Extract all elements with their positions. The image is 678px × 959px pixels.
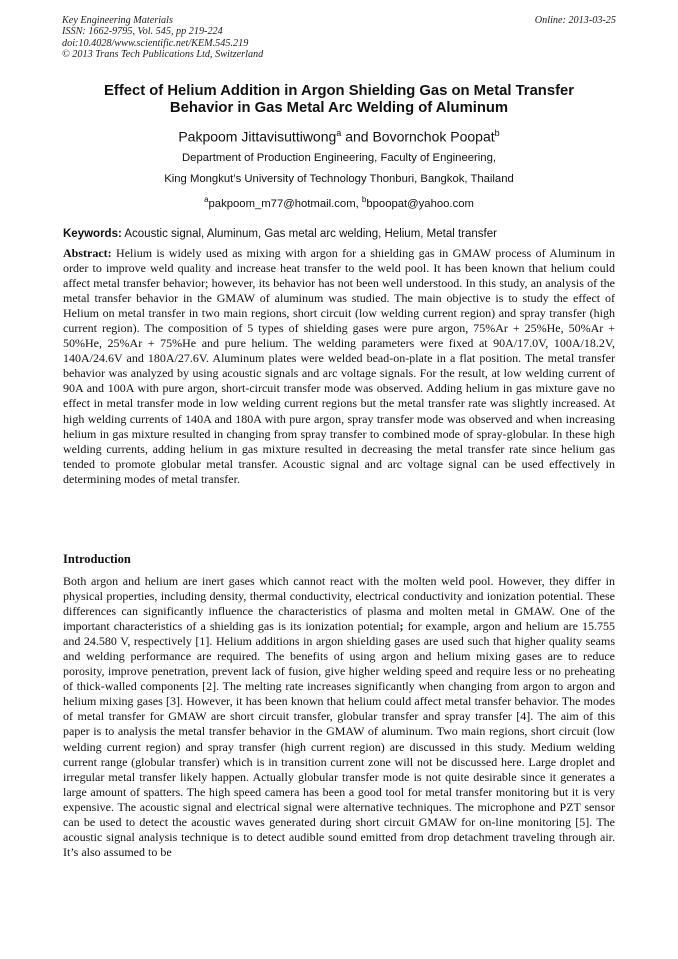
paper-title xyxy=(70,83,608,117)
email-b-mark: b xyxy=(361,195,367,204)
journal-name: Key Engineering Materials xyxy=(62,15,173,26)
email-a[interactable]: pakpoom_m77@hotmail.com, xyxy=(208,197,362,210)
abstract xyxy=(63,246,615,487)
affiliation-line-2: King Mongkut’s University of Technology Thonburi, Bangkok, Thailand xyxy=(164,173,514,185)
author-emails xyxy=(0,193,678,211)
author-conjunction: and xyxy=(341,128,373,145)
email-b[interactable]: bpoopat@yahoo.com xyxy=(366,197,474,210)
title-line-1: Effect of Helium Addition in Argon Shielding Gas on Metal Transfer xyxy=(104,83,574,99)
keywords xyxy=(63,227,615,241)
author-2: Bovornchok Poopat xyxy=(372,128,495,145)
author-list xyxy=(0,124,678,146)
abstract-text: Helium is widely used as mixing with argon for a shielding gas in GMAW process of Aluminum in order to improve weld quality and increase heat transfer to the weld pool. It has been known that helium could affect metal transfer behavior; however, its behavior has not been well understood. In this study, an analysis of the metal transfer behavior in the GMAW of aluminum was studied. The main objective is to study the effect of Helium on metal transfer in two main regions, short circuit (low welding current region) and spray transfer (high current region). The composition of 5 types of shielding gases were pure argon, 75%Ar + 25%He, 50%Ar + 50%He, 25%Ar + 75%He and pure helium. The welding parameters were fixed at 90A/17.0V, 100A/18.2V, 140A/24.6V and 180A/27.6V. Aluminum plates were welded bead-on-plate in a flat position. The metal transfer behavior was analyzed by using acoustic signals and arc voltage signals. For the result, at low welding current of 90A and 100A with pure argon, short-circuit transfer mode was observed. Adding helium in gas mixture gave no effect in metal transfer mode in low welding current regions but the metal transfer rate was slightly increased. At high welding currents of 140A and 180A with pure argon, spray transfer mode was observed and when increasing helium in gas mixture resulted in changing from spray transfer to combined mode of spray-globular. In these high welding currents, adding helium in gas mixture resulted in decreasing the metal transfer rate since helium gas tended to promote globular metal transfer. Acoustic signal and arc voltage signal can be used effectively in determining modes of metal transfer. xyxy=(63,246,615,486)
email-a-mark: a xyxy=(204,195,209,204)
online-date: Online: 2013-03-25 xyxy=(534,15,616,26)
author-1-mark: a xyxy=(336,128,342,138)
introduction-paragraph xyxy=(63,574,615,860)
doi-line: doi:10.4028/www.scientific.net/KEM.545.219 xyxy=(62,37,249,49)
keywords-label: Keywords: xyxy=(63,228,122,240)
keywords-text: Acoustic signal, Aluminum, Gas metal arc welding, Helium, Metal transfer xyxy=(121,228,497,240)
author-1: Pakpoom Jittavisuttiwong xyxy=(178,128,337,145)
abstract-label: Abstract: xyxy=(63,246,112,260)
affiliation-line-1: Department of Production Engineering, Faculty of Engineering, xyxy=(182,152,496,164)
intro-text-part-2: for example, argon and helium are 15.755 and 24.580 V, respectively [1]. Helium additions in argon shielding gases are used such that higher quality seams and welding performance are required. The benefits of using argon and helium mixing gases are to reduce porosity, improve penetration, prevent lack of fusion, give higher welding speed and require less or no preheating of thick-walled components [2]. The melting rate increases significantly when changing from argon to argon and helium mixing gases [3]. However, it has been known that helium could affect metal transfer behavior. The modes of metal transfer for GMAW are short circuit transfer, globular transfer and spray transfer [4]. The aim of this paper is to analysis the metal transfer behavior in the GMAW of aluminum. Two main regions, short circuit (low welding current region) and spray transfer (high current region) are discussed in this study. Medium welding current range (globular transfer) which is in transition current zone will not be discussed here. Large droplet and irregular metal transfer likely happen. Actually globular transfer mode is not quite desirable since it generates a large amount of spatters. The high speed camera has been a good tool for metal transfer monitoring but it is very expensive. The acoustic signal and electrical signal were alternative techniques. The microphone and PZT sensor can be used to detect the acoustic waves generated during short circuit GMAW for on-line monitoring [5]. The acoustic signal analysis technique is to detect audible sound emitted from drop detachment traveling through air. It’s also assumed to be xyxy=(63,619,615,859)
intro-semicolon: ; xyxy=(399,619,404,634)
issn-line: ISSN: 1662-9795, Vol. 545, pp 219-224 xyxy=(62,26,223,38)
publication-info xyxy=(62,15,263,61)
intro-text-part-1: Both argon and helium are inert gases which cannot react with the molten weld pool. However, they differ in physical properties, including density, thermal conductivity, electrical conductivity and ionization potential. These differences can significantly influence the characteristics of plasma and molten metal in GMAW. One of the important characteristics of a shielding gas is its ionization potential xyxy=(63,574,615,634)
title-line-2: Behavior in Gas Metal Arc Welding of Aluminum xyxy=(169,100,509,116)
copyright-line: © 2013 Trans Tech Publications Ltd, Switzerland xyxy=(62,49,264,61)
author-2-mark: b xyxy=(494,128,500,138)
section-heading-introduction: Introduction xyxy=(63,552,131,566)
